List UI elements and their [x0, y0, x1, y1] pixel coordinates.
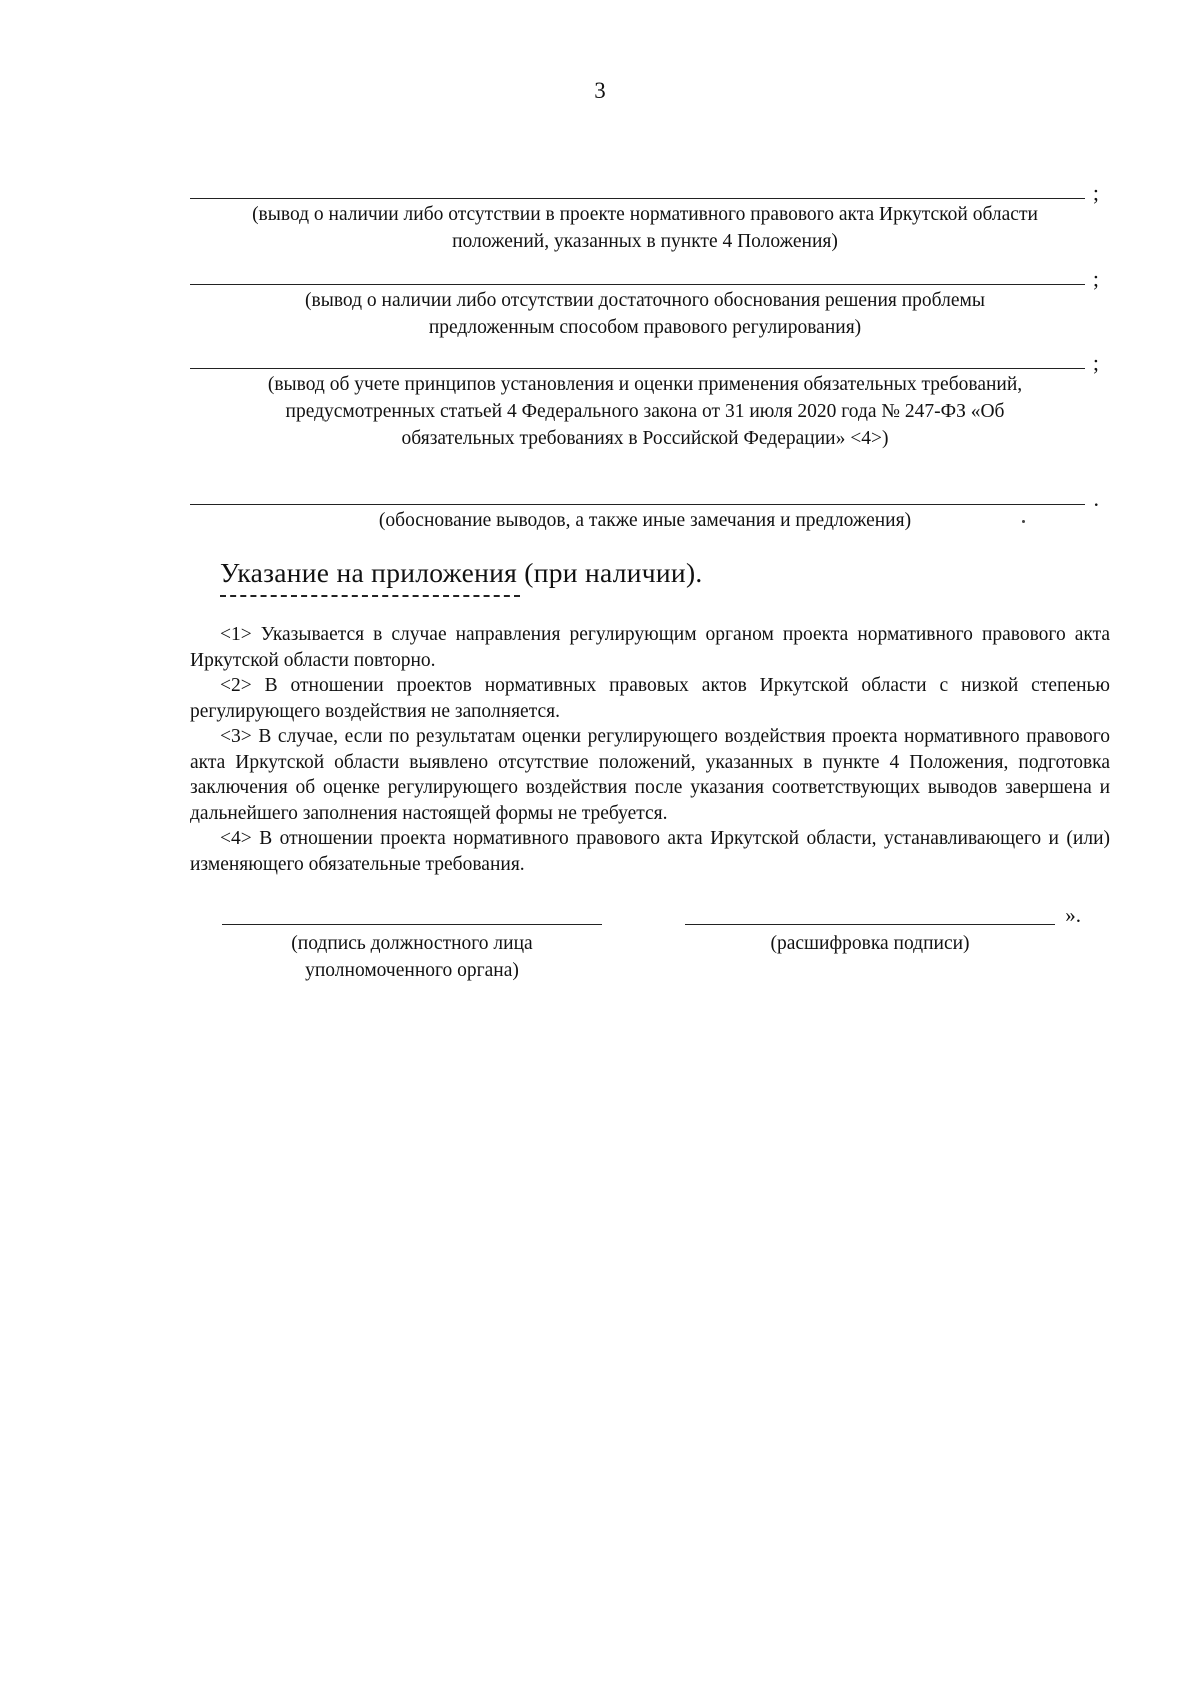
- fill-in-line: [190, 482, 1099, 511]
- signature-end-mark: ».: [1065, 903, 1081, 927]
- field-caption: [190, 287, 1100, 341]
- caption-line: предложенным способом правового регулирования): [428, 317, 862, 338]
- field-end-mark: ;: [1092, 266, 1099, 291]
- footnote: <3> В случае, если по результатам оценки регулирующего воздействия проекта нормативного правового акта Иркутской области выявлено отсутствие положений, указанных в пункте 4 Положения, подготовка заключения об оценке регулирующего воздействия после указания соответствующих выводов завершена и дальнейшего заполнения настоящей формы не требуется.: [190, 726, 1110, 824]
- footnote: <2> В отношении проектов нормативных правовых актов Иркутской области с низкой степенью регулирующего воздействия не заполняется.: [190, 675, 1110, 722]
- field-caption: [190, 371, 1100, 452]
- caption-line: обязательных требованиях в Российской Федерации» <4>): [401, 428, 889, 449]
- field-end-mark: .: [1093, 486, 1099, 511]
- caption-line: (вывод об учете принципов установления и оценки применения обязательных требований,: [267, 374, 1023, 395]
- signature-official: [222, 902, 602, 984]
- caption-line: (обоснование выводов, а также иные замечания и предложения): [378, 510, 912, 531]
- signature-caption: [222, 930, 602, 984]
- signature-decoding: [685, 902, 1081, 957]
- caption-line: предусмотренных статьей 4 Федерального закона от 31 июля 2020 года № 247-ФЗ «Об: [285, 401, 1005, 422]
- fill-in-line: [190, 176, 1099, 205]
- fill-in-line: [190, 346, 1099, 375]
- signature-line: [222, 902, 602, 925]
- signature-line: [685, 902, 1081, 927]
- footnote: <1> Указывается в случае направления регулирующим органом проекта нормативного правового акта Иркутской области повторно.: [190, 624, 1110, 671]
- caption-line: (подпись должностного лица: [291, 933, 533, 954]
- attachments-heading: Указание на приложения (при наличии).: [220, 557, 703, 588]
- footnote-separator: [220, 595, 520, 597]
- caption-line: (вывод о наличии либо отсутствии в проекте нормативного правового акта Иркутской области: [252, 204, 1038, 225]
- field-caption: [190, 507, 1100, 534]
- footnotes: [190, 622, 1110, 877]
- field-caption: [190, 201, 1100, 255]
- conclusion-field-principles: [190, 346, 1100, 452]
- caption-line: (расшифровка подписи): [770, 933, 970, 954]
- fill-in-line: [190, 262, 1099, 291]
- caption-line: положений, указанных в пункте 4 Положения): [452, 231, 838, 252]
- caption-line: (вывод о наличии либо отсутствии достаточного обоснования решения проблемы: [305, 290, 985, 311]
- field-end-mark: ;: [1092, 350, 1099, 375]
- field-end-mark: ;: [1092, 180, 1099, 205]
- signature-caption: [685, 930, 1055, 957]
- conclusion-field-remarks: [190, 482, 1100, 534]
- caption-line: уполномоченного органа): [305, 960, 519, 981]
- conclusion-field-justification: [190, 262, 1100, 341]
- scan-speck: [1022, 520, 1025, 523]
- page-number: 3: [594, 78, 606, 103]
- conclusion-field-provisions: [190, 176, 1100, 255]
- footnote: <4> В отношении проекта нормативного правового акта Иркутской области, устанавливающего и (или) изменяющего обязательные требования.: [190, 828, 1110, 875]
